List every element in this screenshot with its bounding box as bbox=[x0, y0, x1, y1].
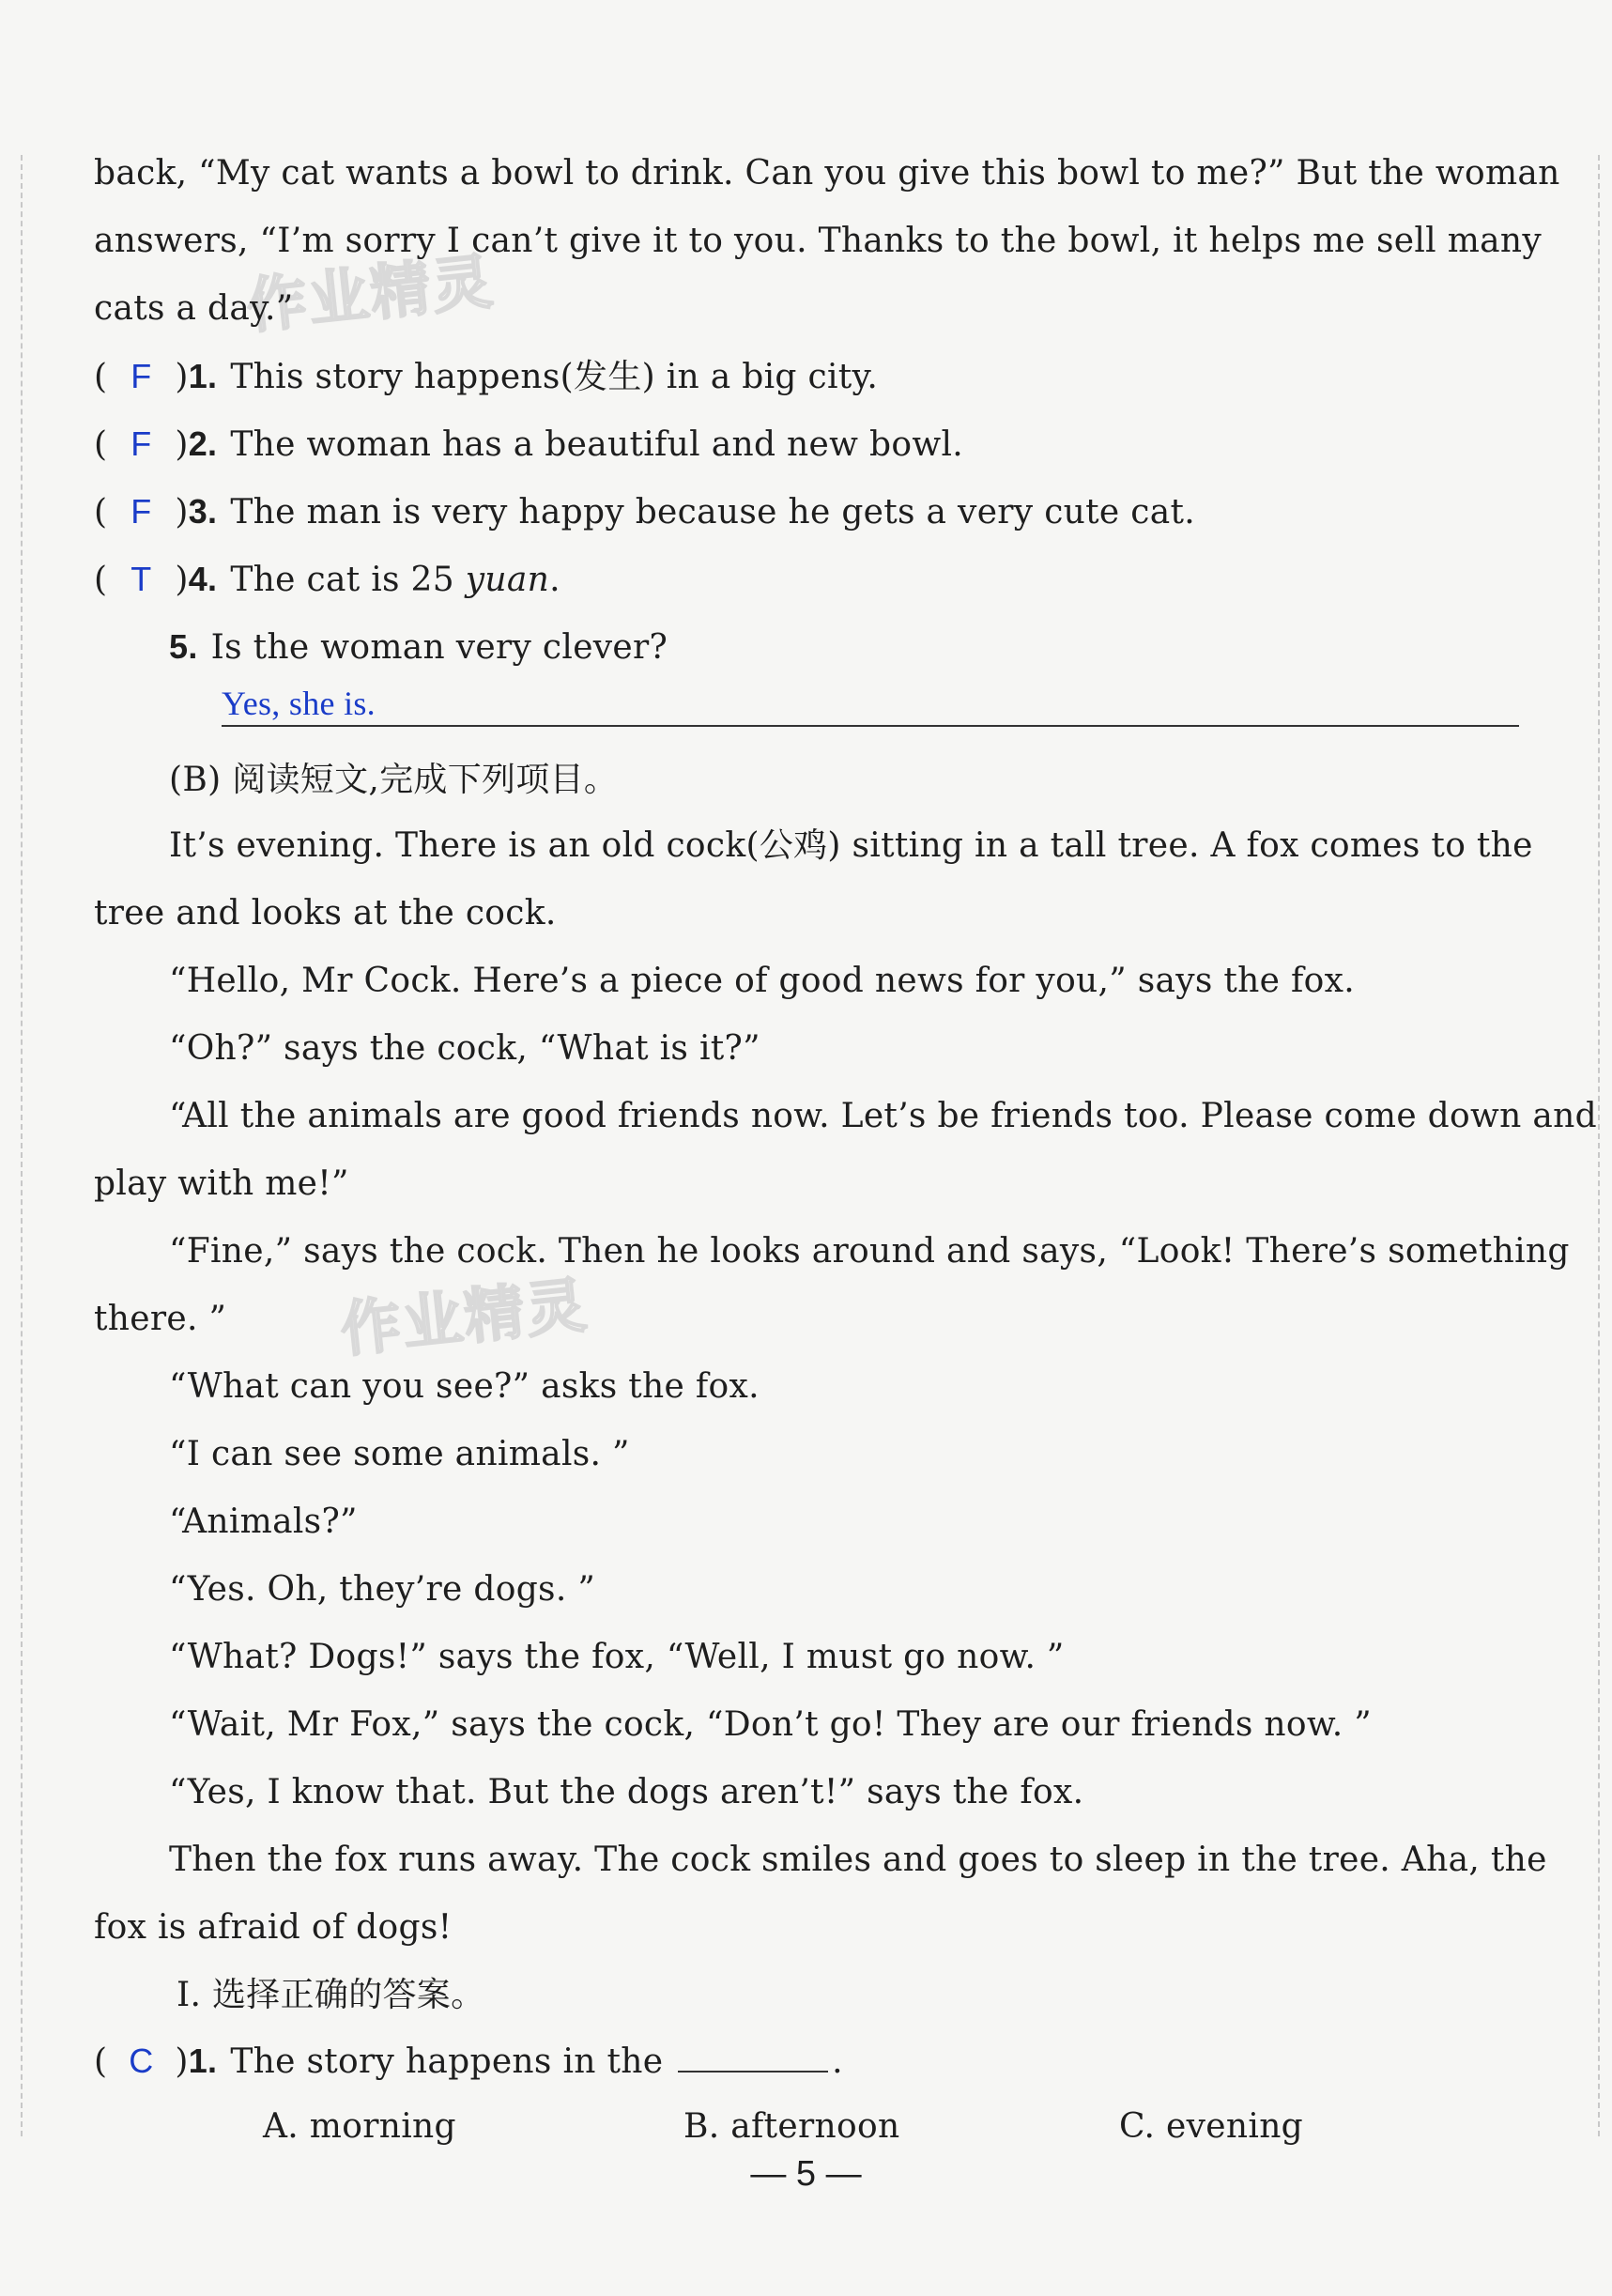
section-b-heading: (B) 阅读短文,完成下列项目。 bbox=[169, 761, 619, 799]
story-line: “What? Dogs!” says the fox, “Well, I must go now. ” bbox=[169, 1638, 1065, 1676]
question-text: The cat is 25 bbox=[230, 561, 466, 599]
option-c: C. evening bbox=[1119, 2107, 1304, 2146]
question-text-tail: . bbox=[832, 2042, 843, 2081]
right-margin-dashed-line bbox=[1598, 155, 1600, 2136]
question-text: Is the woman very clever? bbox=[210, 628, 668, 667]
question-number: 3. bbox=[188, 492, 218, 531]
mc-answer: C bbox=[129, 2042, 154, 2080]
tf-answer: F bbox=[130, 357, 152, 395]
question-5 bbox=[169, 625, 668, 670]
tf-question-1: ( F )1. This story happens(发生) in a big city. bbox=[94, 357, 879, 396]
story-line: “All the animals are good friends now. Let’s be friends too. Please come down and bbox=[169, 1097, 1597, 1135]
story-line: “Hello, Mr Cock. Here’s a piece of good news for you,” says the fox. bbox=[169, 962, 1355, 1000]
option-a: A. morning bbox=[263, 2107, 456, 2146]
story-line: It’s evening. There is an old cock(公鸡) sitting in a tall tree. A fox comes to the bbox=[169, 826, 1533, 865]
question-number: 1. bbox=[188, 2042, 218, 2080]
answer-blank[interactable] bbox=[678, 2042, 828, 2073]
question-text: The story happens in the bbox=[230, 2042, 664, 2081]
story-line: “Animals?” bbox=[169, 1502, 358, 1541]
passage-line: answers, “I’m sorry I can’t give it to you. Thanks to the bowl, it helps me sell many bbox=[94, 222, 1543, 260]
story-line: “Yes. Oh, they’re dogs. ” bbox=[169, 1570, 596, 1609]
part-1-heading: Ⅰ. 选择正确的答案。 bbox=[177, 1976, 485, 2014]
question-text-tail: . bbox=[549, 561, 560, 599]
story-line: “Wait, Mr Fox,” says the cock, “Don’t go! They are our friends now. ” bbox=[169, 1705, 1372, 1744]
story-line: “Fine,” says the cock. Then he looks around and says, “Look! There’s something bbox=[169, 1232, 1570, 1271]
question-text: The man is very happy because he gets a very cute cat. bbox=[230, 493, 1195, 532]
story-line: “Yes, I know that. But the dogs aren’t!” says the fox. bbox=[169, 1773, 1084, 1811]
story-line: tree and looks at the cock. bbox=[94, 894, 557, 932]
question-number: 1. bbox=[188, 357, 218, 395]
option-b: B. afternoon bbox=[683, 2107, 900, 2146]
story-line: “I can see some animals. ” bbox=[169, 1435, 630, 1473]
watermark: 作业精灵 bbox=[243, 247, 498, 343]
tf-answer: T bbox=[130, 560, 152, 598]
tf-answer: F bbox=[130, 492, 152, 531]
question-number: 2. bbox=[188, 424, 218, 463]
tf-question-2: ( F )2. The woman has a beautiful and new bowl. bbox=[94, 424, 963, 464]
mc-question-1: ( C )1. The story happens in the . bbox=[94, 2042, 843, 2081]
tf-answer: F bbox=[130, 424, 152, 463]
tf-question-3: ( F )3. The man is very happy because he gets a very cute cat. bbox=[94, 492, 1195, 532]
story-line: play with me!” bbox=[94, 1164, 349, 1203]
question-number: 5. bbox=[169, 627, 198, 666]
question-text-italic: yuan bbox=[465, 561, 550, 599]
answer-underline bbox=[222, 725, 1519, 727]
story-line: there. ” bbox=[94, 1300, 227, 1338]
page-number: — 5 — bbox=[750, 2154, 862, 2194]
story-line: “What can you see?” asks the fox. bbox=[169, 1367, 760, 1406]
story-line: “Oh?” says the cock, “What is it?” bbox=[169, 1029, 760, 1068]
story-line: fox is afraid of dogs! bbox=[94, 1908, 453, 1947]
question-number: 4. bbox=[188, 560, 218, 598]
left-margin-dashed-line bbox=[21, 155, 23, 2136]
story-line: Then the fox runs away. The cock smiles and goes to sleep in the tree. Aha, the bbox=[169, 1841, 1547, 1879]
q5-answer: Yes, she is. bbox=[222, 685, 376, 722]
question-text: This story happens(发生) in a big city. bbox=[230, 358, 879, 396]
passage-line: cats a day.” bbox=[94, 289, 294, 328]
watermark: 作业精灵 bbox=[337, 1271, 591, 1366]
tf-question-4: ( T )4. The cat is 25 yuan. bbox=[94, 560, 560, 599]
question-text: The woman has a beautiful and new bowl. bbox=[230, 425, 963, 464]
passage-line: back, “My cat wants a bowl to drink. Can you give this bowl to me?” But the woman bbox=[94, 154, 1560, 193]
